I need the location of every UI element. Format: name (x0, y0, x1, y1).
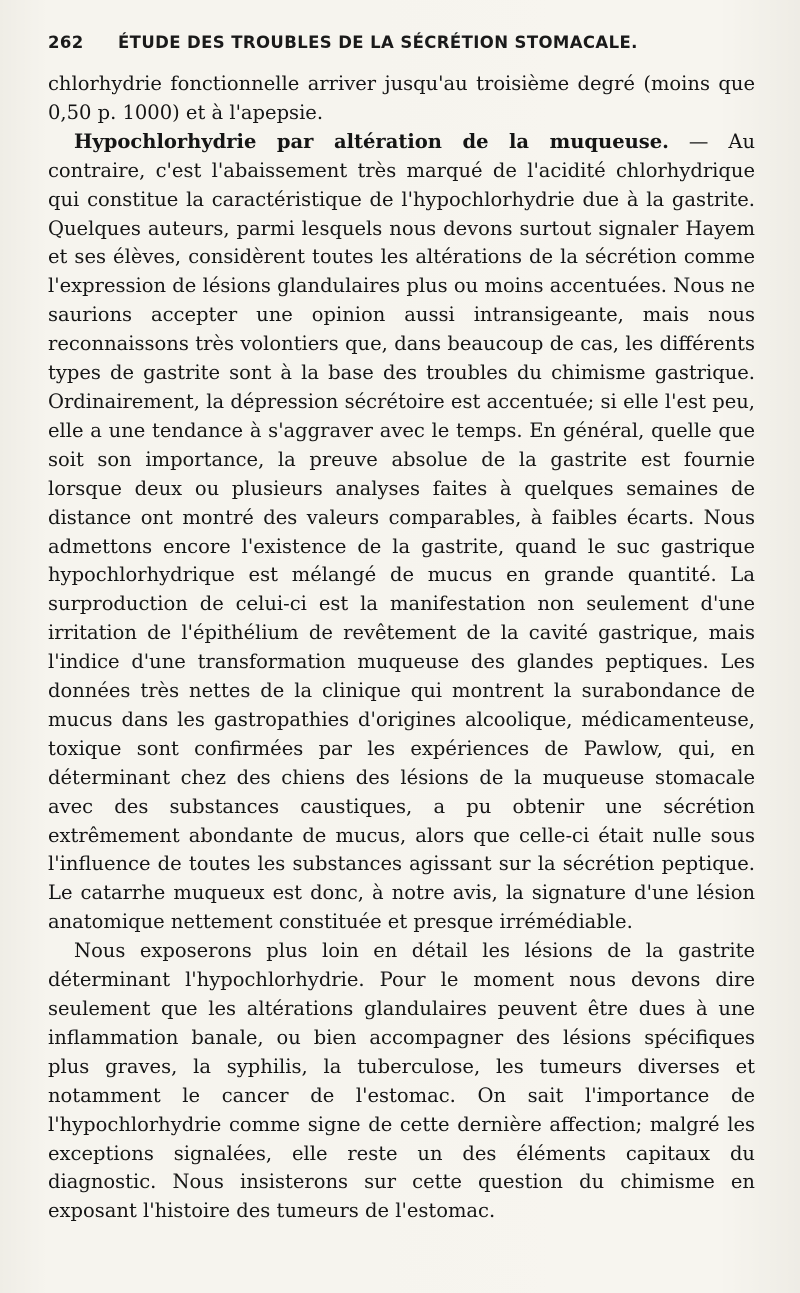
running-head-title: ÉTUDE DES TROUBLES DE LA SÉCRÉTION STOMACALE. (118, 33, 638, 52)
running-head (48, 33, 760, 59)
paragraph-body: — Au contraire, c'est l'abaissement très marqué de l'acidité chlorhydrique qui constitue la caractéristique de l'hypochlorhydrie due à la gastrite. Quelques auteurs, parmi lesquels nous devons surtout signaler Hayem et ses élèves, considèrent toutes les altérations de la sécrétion comme l'expression de lésions glandulaires plus ou moins accentuées. Nous ne saurions accepter une opinion aussi intransigeante, mais nous reconnaissons très volontiers que, dans beaucoup de cas, les différents types de gastrite sont à la base des troubles du chimisme gastrique. Ordinairement, la dépression sécrétoire est accentuée; si elle l'est peu, elle a une tendance à s'aggraver avec le temps. En général, quelle que soit son importance, la preuve absolue de la gastrite est fournie lorsque deux ou plusieurs analyses faites à quelques semaines de distance ont montré des valeurs comparables, à faibles écarts. Nous admettons encore l'existence de la gastrite, quand le suc gastrique hypochlorhydrique est mélangé de mucus en grande quantité. La surproduction de celui-ci est la manifestation non seulement d'une irritation de l'épithélium de revêtement de la cavité gastrique, mais l'indice d'une transformation muqueuse des glandes peptiques. Les données très nettes de la clinique qui montrent la surabondance de mucus dans les gastropathies d'origines alcoolique, médicamenteuse, toxique sont confirmées par les expériences de Pawlow, qui, en déterminant chez des chiens des lésions de la muqueuse stomacale avec des substances caustiques, a pu obtenir une sécrétion extrêmement abondante de mucus, alors que celle-ci était nulle sous l'influence de toutes les substances agissant sur la sécrétion peptique. Le catarrhe muqueux est donc, à notre avis, la signature d'une lésion anatomique nettement constituée et presque irrémédiable. (48, 129, 756, 934)
paragraph-lesions: Nous exposerons plus loin en détail les lésions de la gastrite déterminant l'hypochlorhydrie. Pour le moment nous devons dire seulement que les altérations glandulaires peuvent être dues à une inflammation banale, ou bien accompagner des lésions spécifiques plus graves, la syphilis, la tuberculose, les tumeurs diverses et notamment le cancer de l'estomac. On sait l'importance de l'hypochlorhydrie comme signe de cette dernière affection; malgré les exceptions signalées, elle reste un des éléments capitaux du diagnostic. Nous insisterons sur cette question du chimisme en exposant l'histoire des tumeurs de l'estomac. (48, 939, 755, 1223)
body-text (48, 70, 755, 1226)
paragraph-hypochlorhydrie (48, 128, 755, 937)
page-number: 262 (48, 33, 84, 52)
paragraph-continuation: chlorhydrie fonctionnelle arriver jusqu'au troisième degré (moins que 0,50 p. 1000) et à l'apepsie. (48, 72, 755, 124)
section-heading: Hypochlorhydrie par altération de la muqueuse. (74, 129, 669, 153)
